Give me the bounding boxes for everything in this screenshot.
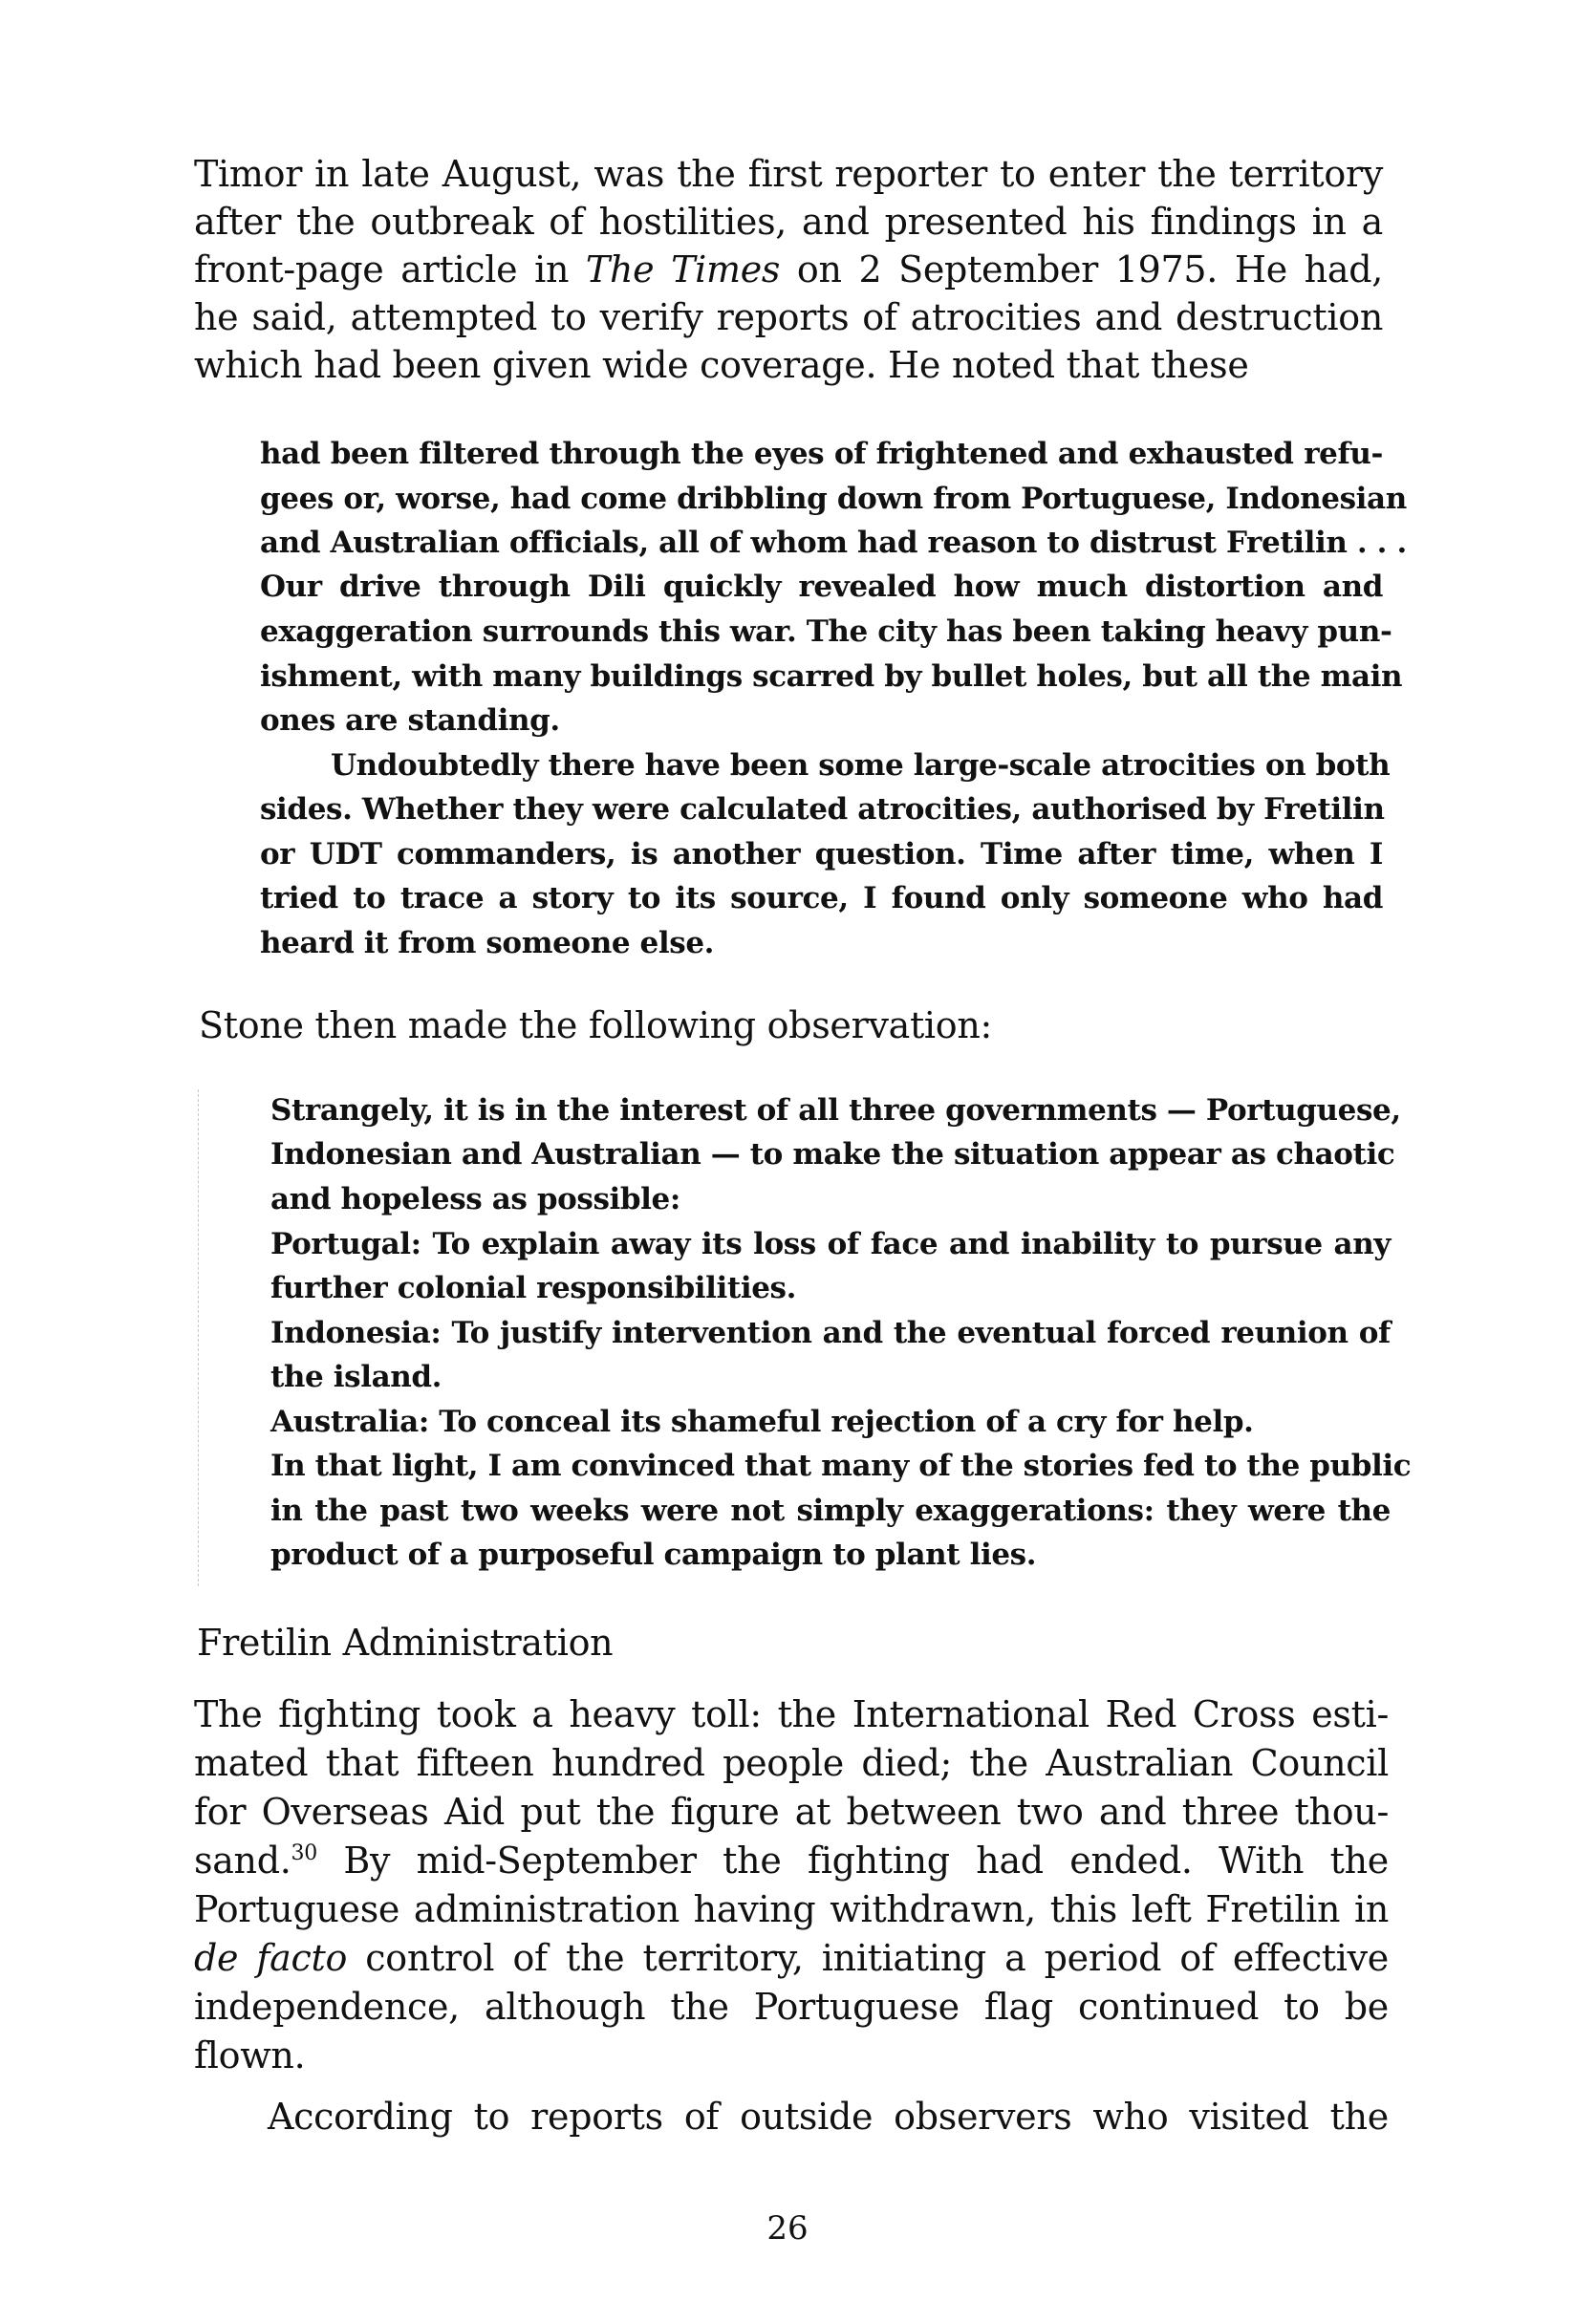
block-quote-line: further colonial responsibilities. [270,1271,796,1305]
body-text-span: By mid-September the fighting had ended. With the [316,1840,1389,1882]
block-quote-line: Australia: To conceal its shameful rejection of a cry for help. [270,1405,1254,1439]
body-text-line: mated that fifteen hundred people died; the Australian Council [194,1742,1389,1784]
block-quote-line: and Australian officials, all of whom had reason to distrust Fretilin . . . [260,526,1407,560]
body-text-line: he said, attempted to verify reports of atrocities and destruction [194,296,1383,338]
block-quote-line: in the past two weeks were not simply exaggerations: they were the [270,1494,1391,1528]
block-quote-line: had been filtered through the eyes of frightened and exhausted refu- [260,437,1383,471]
body-text-line [194,1937,1389,1979]
body-text-line: According to reports of outside observers who visited the [268,2096,1389,2138]
block-quote-line: heard it from someone else. [260,926,715,960]
body-text-line: after the outbreak of hostilities, and presented his findings in a [194,201,1383,243]
block-quote-line: In that light, I am convinced that many of the stories fed to the public [270,1449,1412,1483]
block-quote-line: Portugal: To explain away its loss of face and inability to pursue any [270,1227,1391,1261]
body-text-line: for Overseas Aid put the figure at between two and three thou- [194,1791,1389,1833]
italic-phrase: de facto [194,1937,348,1979]
block-quote-line: Strangely, it is in the interest of all three governments — Portuguese, [270,1093,1401,1128]
block-quote-line: product of a purposeful campaign to plant lies. [270,1538,1037,1572]
block-quote-line: tried to trace a story to its source, I found only someone who had [260,881,1383,915]
body-text-span: control of the territory, initiating a period of effective [347,1937,1389,1979]
section-heading: Fretilin Administration [197,1622,614,1664]
block-quote-line: gees or, worse, had come dribbling down from Portuguese, Indonesian [260,482,1407,516]
block-quote-line: and hopeless as possible: [270,1182,680,1216]
block-quote-line: exaggeration surrounds this war. The city has been taking heavy pun- [260,614,1392,649]
block-quote-line: Indonesia: To justify intervention and the eventual forced reunion of [270,1316,1391,1350]
body-text-line: which had been given wide coverage. He noted that these [194,344,1249,386]
body-text-line: Portuguese administration having withdrawn, this left Fretilin in [194,1888,1389,1930]
body-text-span: on 2 September 1975. He had, [780,248,1383,290]
block-quote-line: Our drive through Dili quickly revealed how much distortion and [260,570,1383,604]
publication-title: The Times [585,248,781,290]
body-text-line [194,1840,1389,1882]
block-quote-line: sides. Whether they were calculated atrocities, authorised by Fretilin [260,792,1385,827]
block-quote-line: Undoubtedly there have been some large-scale atrocities on both [331,748,1391,783]
block-quote-line: Indonesian and Australian — to make the situation appear as chaotic [270,1137,1395,1172]
block-quote-line: ishment, with many buildings scarred by bullet holes, but all the main [260,659,1403,694]
block-quote-line: ones are standing. [260,703,560,738]
page-number: 26 [766,2209,809,2248]
body-text-span: sand. [194,1840,291,1882]
body-text-line: Timor in late August, was the first reporter to enter the territory [194,153,1383,195]
body-text-line: Stone then made the following observation: [199,1004,993,1046]
body-text-line [194,248,1383,290]
footnote-marker: 30 [291,1841,317,1865]
margin-rule [198,1089,199,1586]
body-text-line: independence, although the Portuguese flag continued to be [194,1986,1389,2028]
body-text-line: flown. [194,2034,306,2077]
body-text-span: front-page article in [194,248,586,290]
block-quote-line: or UDT commanders, is another question. Time after time, when I [260,837,1383,872]
block-quote-line: the island. [270,1360,442,1394]
body-text-line: The fighting took a heavy toll: the International Red Cross esti- [194,1693,1389,1735]
